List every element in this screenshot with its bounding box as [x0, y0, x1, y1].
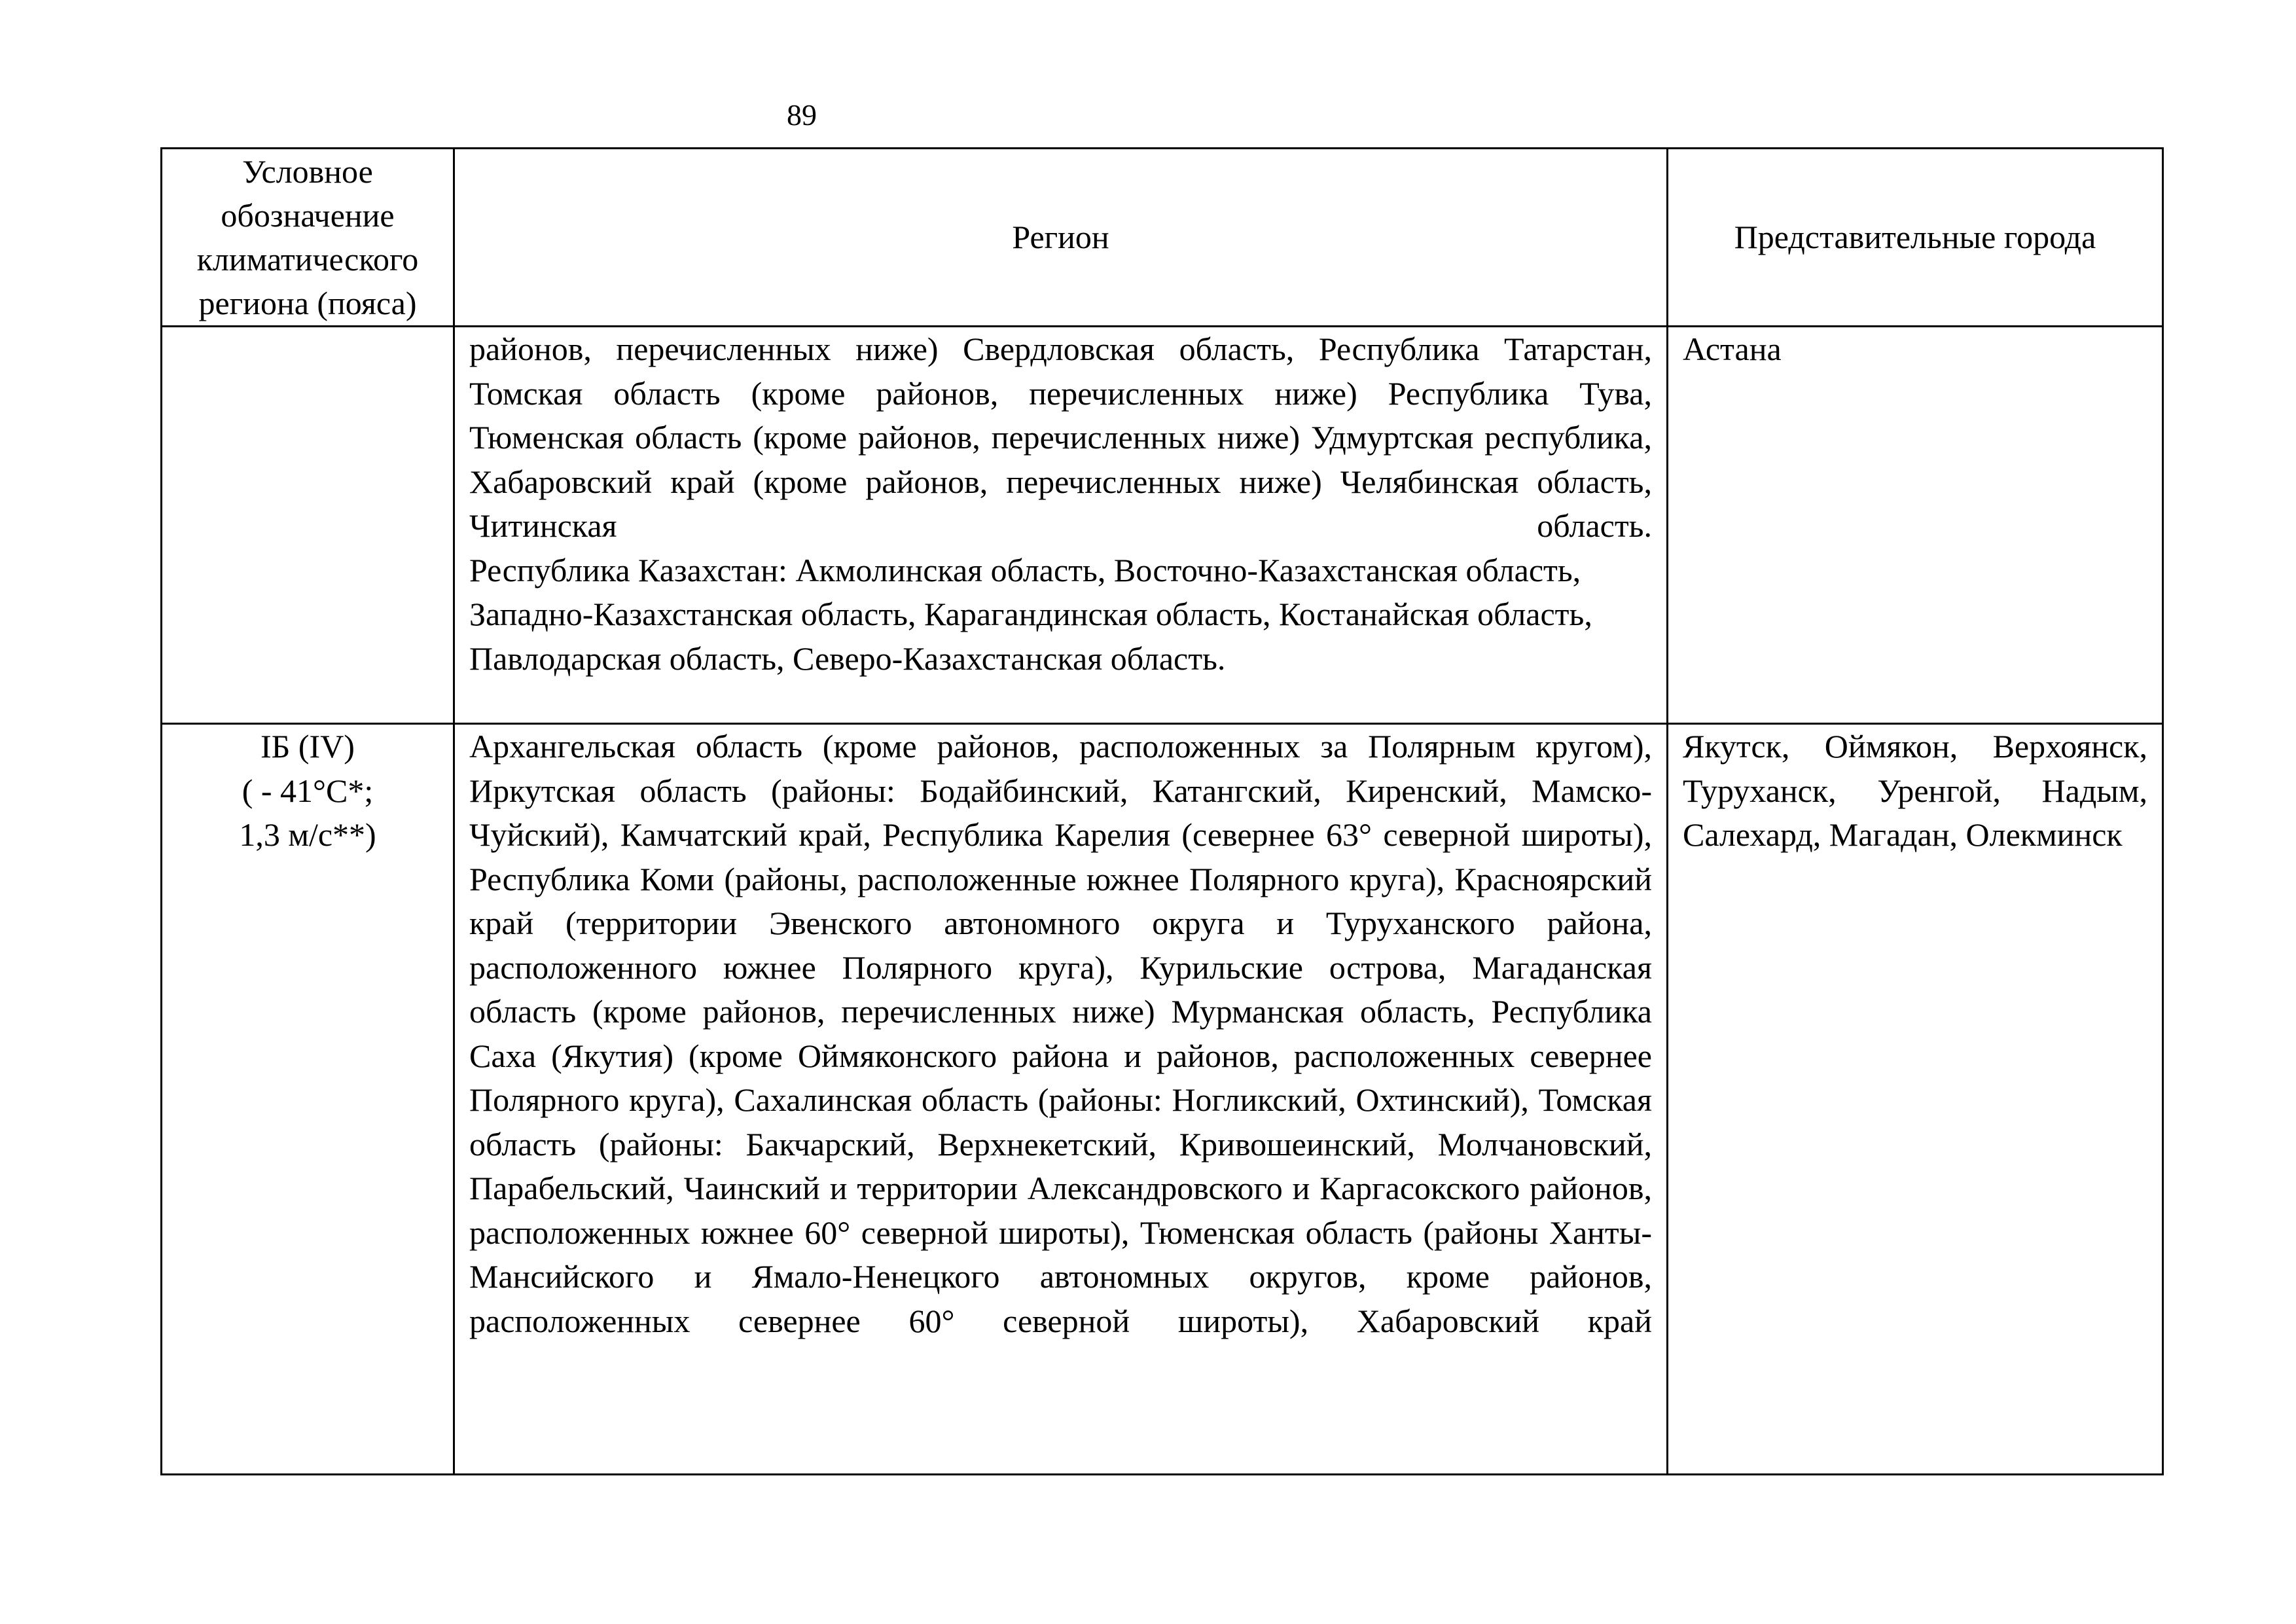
table-row	[162, 724, 2163, 1475]
region-paragraph: районов, перечисленных ниже) Свердловская область, Республика Татарстан, Томская область (кроме районов, перечисленных ниже) Республика Тува, Тюменская область (кроме районов, перечисленных ниже) Удмуртская республика, Хабаровский край (кроме районов, перечисленных ниже) Челябинская область, Читинская область.	[469, 331, 1652, 544]
page-number: 89	[787, 98, 817, 132]
region-cell	[454, 724, 1668, 1475]
region-paragraph: Архангельская область (кроме районов, расположенных за Полярным кругом), Иркутская область (районы: Бодайбинский, Катангский, Киренский, Мамско-Чуйский), Камчатский край, Республика Карелия (севернее 63° северной широты), Республика Коми (районы, расположенные южнее Полярного круга), Красноярский край (территории Эвенского автономного округа и Туруханского района, расположенного южнее Полярного круга), Курильские острова, Магаданская область (кроме районов, перечисленных ниже) Мурманская область, Республика Саха (Якутия) (кроме Оймяконского района и районов, расположенных севернее Полярного круга), Сахалинская область (районы: Ногликский, Охтинский), Томская область (районы: Бакчарский, Верхнекетский, Кривошеинский, Молчановский, Парабельский, Чаинский и территории Александровского и Каргасокского районов, расположенных южнее 60° северной широты), Тюменская область (районы Ханты-Мансийского и Ямало-Ненецкого автономных округов, кроме районов, расположенных севернее 60° северной широты), Хабаровский край	[469, 728, 1652, 1339]
header-region: Регион	[454, 149, 1668, 327]
code-line: IБ (IV)	[260, 728, 355, 765]
code-line: 1,3 м/с**)	[239, 816, 376, 853]
region-paragraph: Республика Казахстан: Акмолинская область, Восточно-Казахстанская область, Западно-Казахстанская область, Карагандинская область, Костанайская область, Павлодарская область, Северо-Казахстанская область.	[469, 551, 1592, 677]
region-cell	[454, 327, 1668, 724]
header-cities: Представительные города	[1668, 149, 2163, 327]
table-row	[162, 327, 2163, 724]
header-code: Условное обозначение климатического региона (пояса)	[162, 149, 454, 327]
cities-cell: Астана	[1668, 327, 2163, 724]
table-header-row	[162, 149, 2163, 327]
code-cell	[162, 724, 454, 1475]
code-cell-empty	[162, 327, 454, 724]
cities-cell: Якутск, Оймякон, Верхоянск, Туруханск, Уренгой, Надым, Салехард, Магадан, Олекминск	[1668, 724, 2163, 1475]
climate-regions-table	[160, 147, 2164, 1475]
code-line: ( - 41°С*;	[242, 772, 374, 809]
